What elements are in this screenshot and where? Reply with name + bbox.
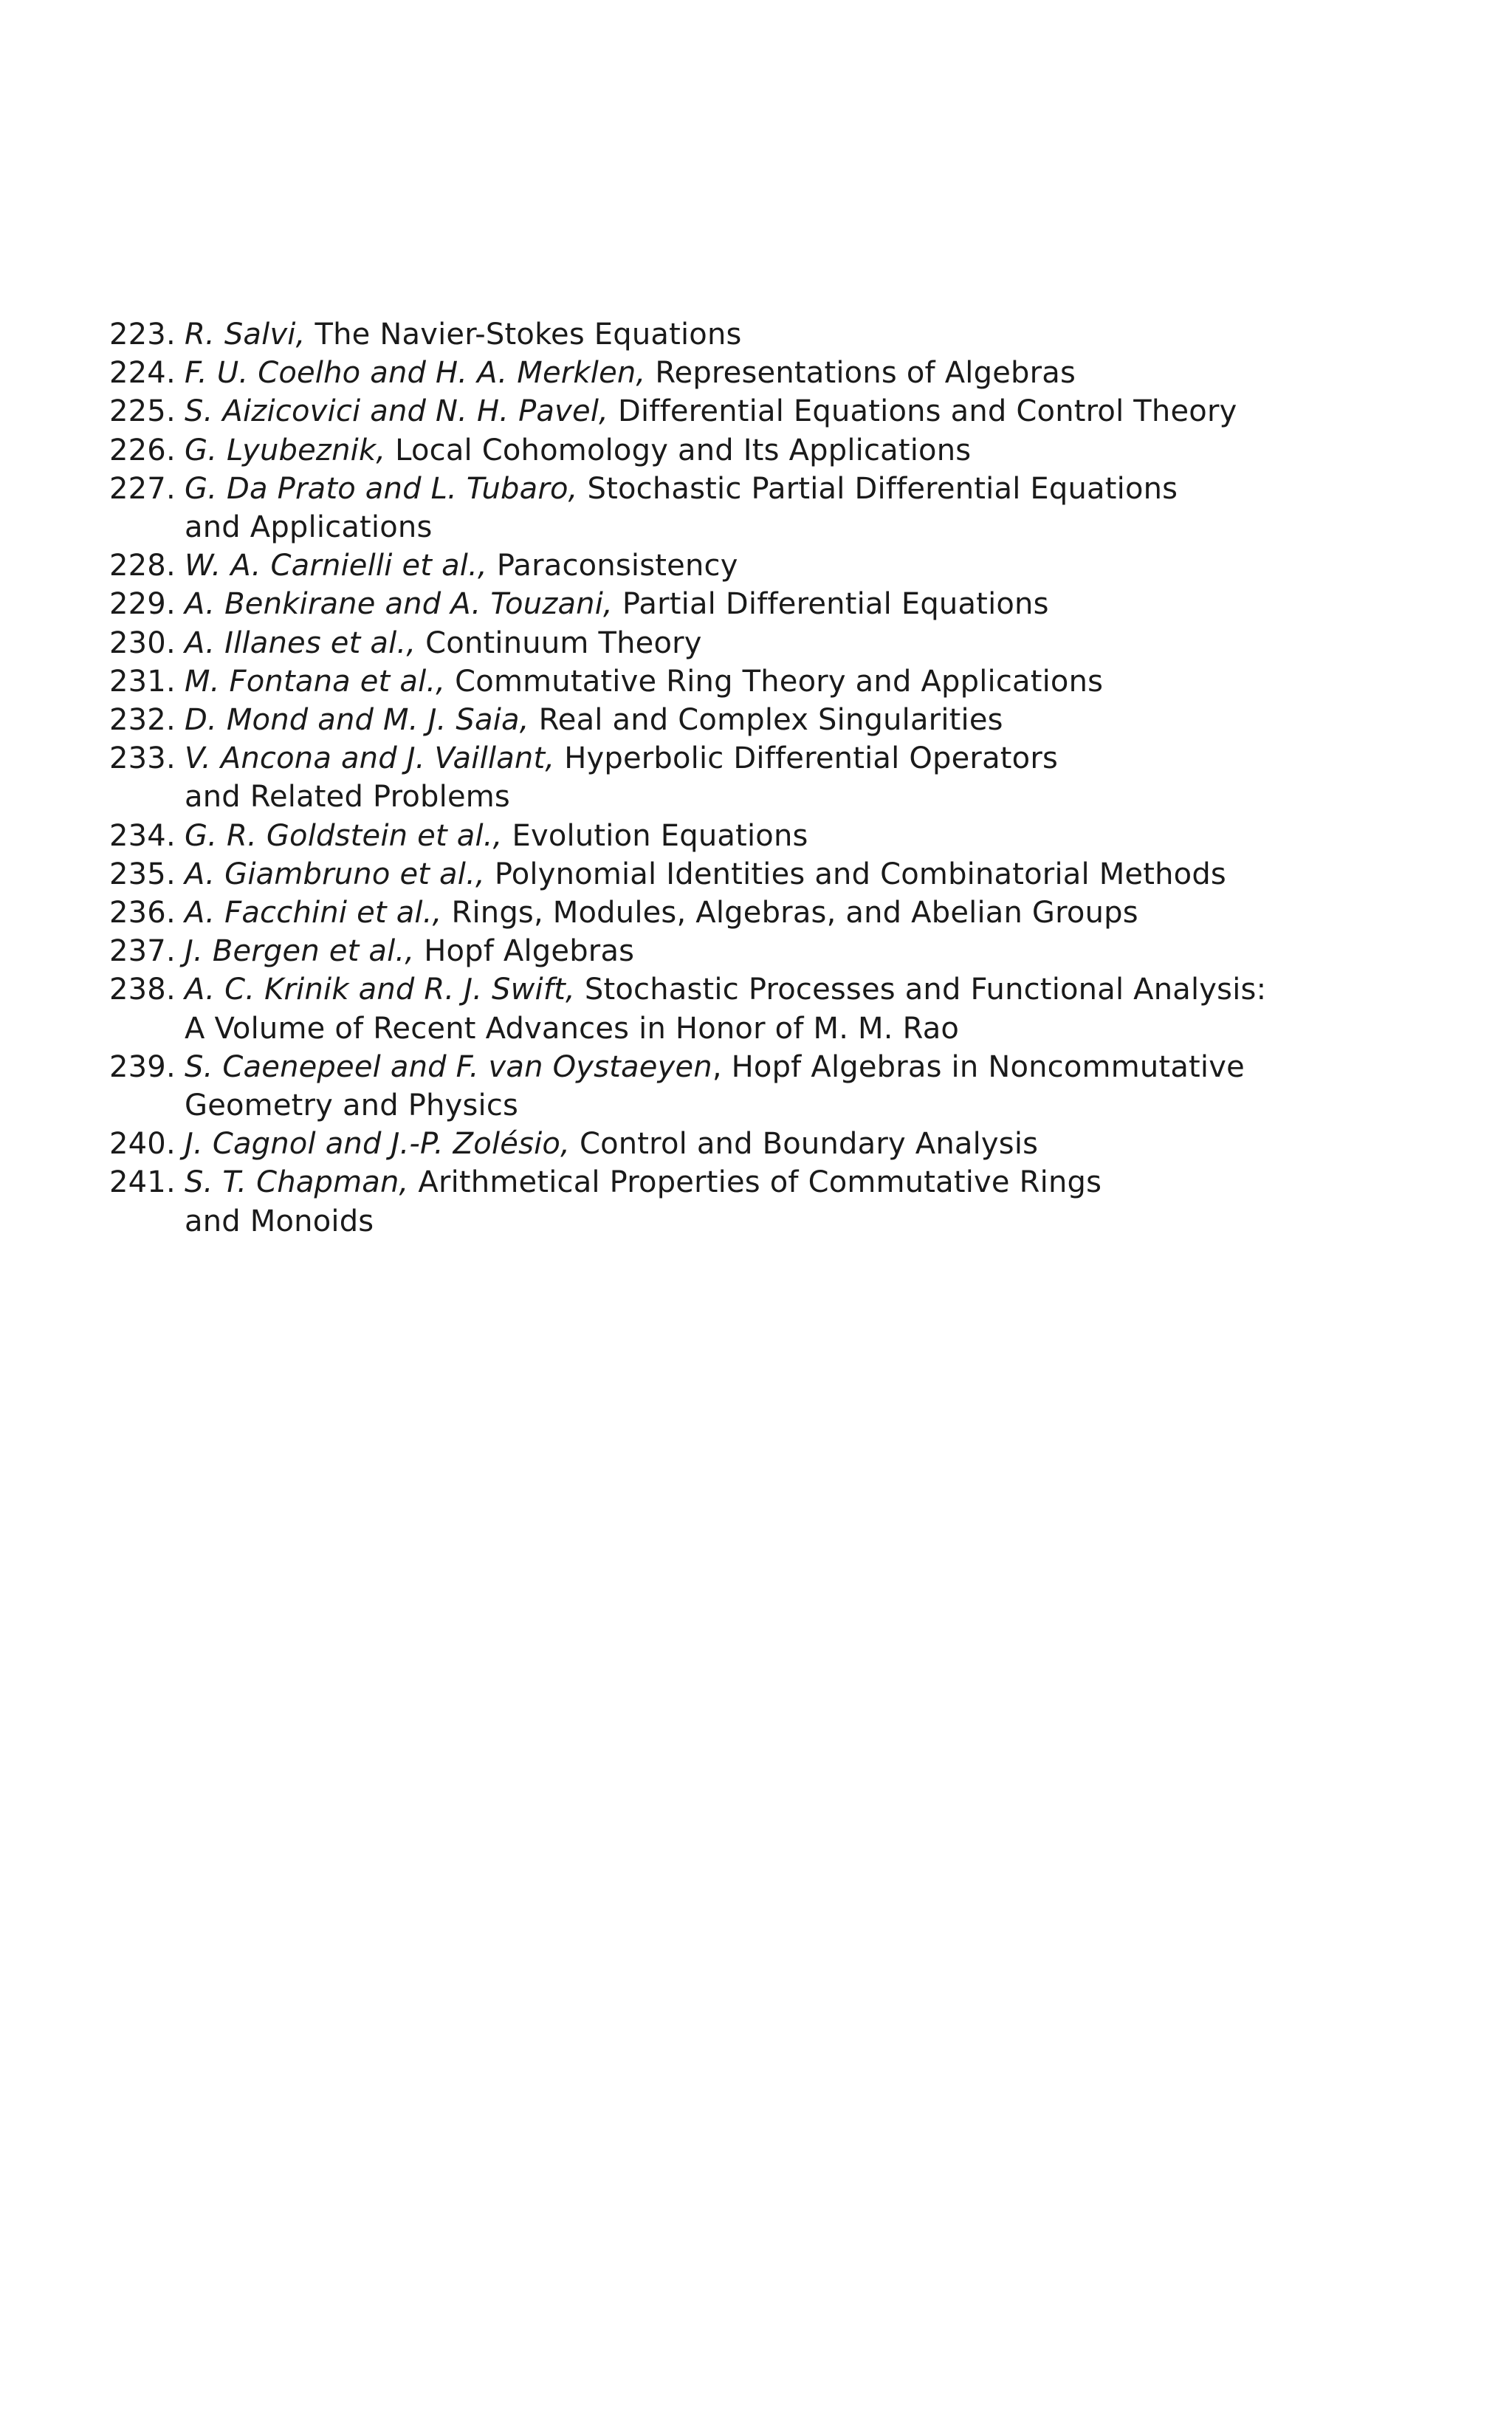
entry-authors: M. Fontana et al.,: [185, 664, 446, 699]
entry-title: The Navier-Stokes Equations: [315, 318, 742, 352]
entry-authors: J. Bergen et al.,: [185, 934, 415, 969]
entry-body: [185, 546, 1453, 585]
entry-number: 231.: [109, 664, 176, 699]
entry-body: [185, 1163, 1453, 1240]
entry-body: [185, 970, 1453, 1047]
entry-number: 235.: [109, 857, 176, 891]
entry-number: 224.: [109, 356, 176, 391]
entry-number: 230.: [109, 625, 176, 660]
entry-authors: A. Benkirane and A. Touzani,: [185, 587, 613, 622]
entry-number: 225.: [109, 394, 176, 429]
series-entry: [109, 1163, 1453, 1240]
entry-body: [185, 431, 1453, 470]
entry-number: 223.: [109, 318, 176, 352]
entry-body: [185, 392, 1453, 431]
entry-title-continuation: Geometry and Physics: [185, 1089, 519, 1123]
series-entry: [109, 970, 1453, 1047]
entry-title-continuation: and Related Problems: [185, 780, 510, 815]
entry-number: 233.: [109, 741, 176, 776]
entry-number: 237.: [109, 934, 176, 969]
entry-body: [185, 855, 1453, 894]
entry-authors: D. Mond and M. J. Saia,: [185, 703, 529, 738]
entry-number: 241.: [109, 1165, 176, 1200]
series-entry: [109, 817, 1453, 855]
entry-authors: A. Giambruno et al.,: [185, 857, 485, 891]
entry-title: Stochastic Processes and Functional Analysis:: [584, 973, 1267, 1007]
series-entry: [109, 431, 1453, 470]
entry-number: 238.: [109, 973, 176, 1007]
entry-title: , Hopf Algebras in Noncommutative: [712, 1049, 1245, 1084]
entry-title: Real and Complex Singularities: [538, 703, 1003, 738]
entry-title: Representations of Algebras: [655, 356, 1076, 391]
entry-body: [185, 701, 1453, 739]
entry-title-continuation: A Volume of Recent Advances in Honor of M. M. Rao: [185, 1011, 960, 1046]
series-entry: [109, 1125, 1453, 1163]
series-entry: [109, 392, 1453, 431]
entry-title: Continuum Theory: [425, 625, 702, 660]
entry-title: Differential Equations and Control Theory: [617, 394, 1237, 429]
entry-authors: F. U. Coelho and H. A. Merklen,: [185, 356, 646, 391]
entry-number: 234.: [109, 818, 176, 853]
series-entry: [109, 701, 1453, 739]
entry-body: [185, 315, 1453, 354]
entry-title-continuation: and Applications: [185, 510, 433, 545]
entry-body: [185, 585, 1453, 623]
entry-title: Polynomial Identities and Combinatorial Methods: [494, 857, 1226, 891]
entry-body: [185, 354, 1453, 392]
series-entry: [109, 855, 1453, 894]
series-entry: [109, 546, 1453, 585]
entry-body: [185, 662, 1453, 701]
entry-title: Control and Boundary Analysis: [579, 1127, 1039, 1162]
entry-authors: S. Caenepeel and F. van Oystaeyen: [185, 1049, 712, 1084]
entry-title: Hyperbolic Differential Operators: [564, 741, 1059, 776]
entry-number: 227.: [109, 471, 176, 506]
series-entry: [109, 470, 1453, 546]
entry-body: [185, 739, 1453, 816]
entry-title: Local Cohomology and Its Applications: [395, 433, 972, 467]
entry-body: [185, 1048, 1453, 1125]
entry-body: [185, 817, 1453, 855]
series-list: [109, 315, 1453, 1241]
series-entry: [109, 354, 1453, 392]
entry-authors: W. A. Carnielli et al.,: [185, 549, 487, 583]
entry-title: Arithmetical Properties of Commutative Rings: [418, 1165, 1102, 1200]
series-entry: [109, 315, 1453, 354]
series-entry: [109, 662, 1453, 701]
entry-title: Evolution Equations: [512, 818, 808, 853]
entry-authors: S. Aizicovici and N. H. Pavel,: [185, 394, 609, 429]
entry-authors: A. C. Krinik and R. J. Swift,: [185, 973, 575, 1007]
entry-title-continuation: and Monoids: [185, 1204, 374, 1238]
entry-authors: G. Da Prato and L. Tubaro,: [185, 471, 578, 506]
entry-number: 240.: [109, 1127, 176, 1162]
entry-body: [185, 894, 1453, 932]
series-entry: [109, 1048, 1453, 1125]
entry-authors: J. Cagnol and J.-P. Zolésio,: [185, 1127, 571, 1162]
entry-authors: S. T. Chapman,: [185, 1165, 409, 1200]
entry-number: 236.: [109, 896, 176, 930]
entry-authors: A. Facchini et al.,: [185, 896, 442, 930]
entry-authors: V. Ancona and J. Vaillant,: [185, 741, 555, 776]
entry-body: [185, 1125, 1453, 1163]
series-entry: [109, 624, 1453, 662]
entry-title: Partial Differential Equations: [622, 587, 1049, 622]
entry-authors: A. Illanes et al.,: [185, 625, 416, 660]
entry-number: 239.: [109, 1049, 176, 1084]
entry-body: [185, 624, 1453, 662]
series-entry: [109, 585, 1453, 623]
entry-title: Commutative Ring Theory and Applications: [455, 664, 1104, 699]
entry-body: [185, 932, 1453, 970]
entry-authors: G. R. Goldstein et al.,: [185, 818, 503, 853]
entry-title: Stochastic Partial Differential Equations: [587, 471, 1178, 506]
entry-number: 228.: [109, 549, 176, 583]
series-entry: [109, 894, 1453, 932]
entry-authors: G. Lyubeznik,: [185, 433, 386, 467]
entry-number: 229.: [109, 587, 176, 622]
entry-authors: R. Salvi,: [185, 318, 306, 352]
entry-title: Paraconsistency: [496, 549, 738, 583]
entry-number: 232.: [109, 703, 176, 738]
entry-body: [185, 470, 1453, 546]
series-entry: [109, 932, 1453, 970]
series-entry: [109, 739, 1453, 816]
entry-title: Rings, Modules, Algebras, and Abelian Groups: [451, 896, 1138, 930]
entry-number: 226.: [109, 433, 176, 467]
entry-title: Hopf Algebras: [424, 934, 635, 969]
